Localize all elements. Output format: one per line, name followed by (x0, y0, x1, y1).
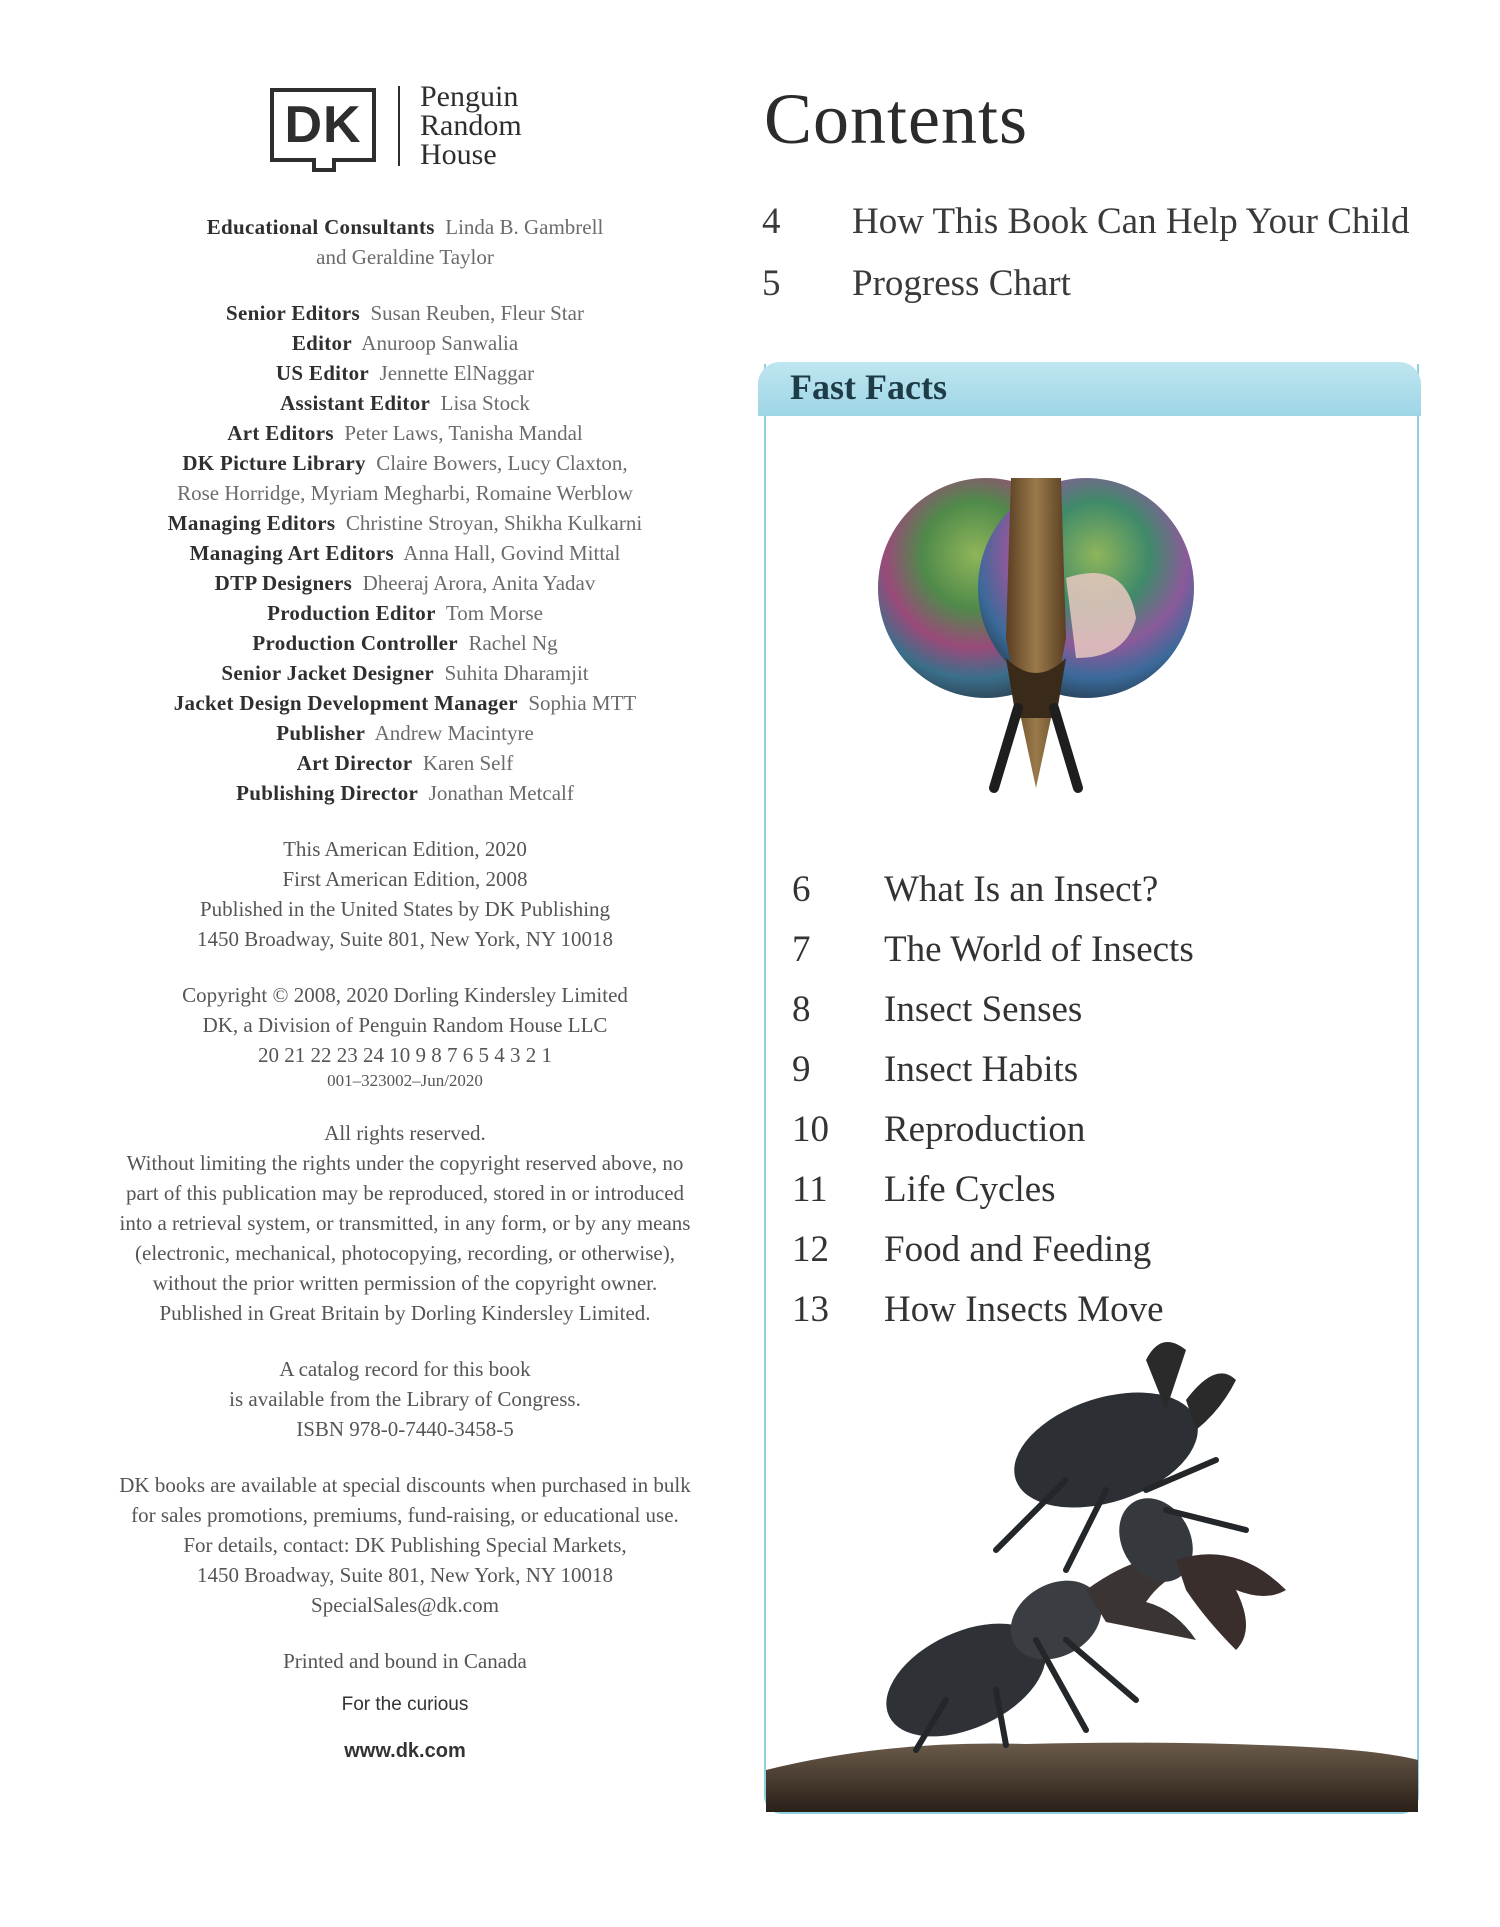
rights-line: (electronic, mechanical, photocopying, recording, or otherwise), (135, 1241, 675, 1265)
special-sales (60, 1470, 750, 1620)
toc-item[interactable] (792, 1168, 1392, 1228)
toc-page-number: 8 (792, 989, 811, 1030)
credit-line: Publishing Director Jonathan Metcalf (236, 781, 574, 805)
rights-line: Published in Great Britain by Dorling Kindersley Limited. (159, 1301, 651, 1325)
rights-line: into a retrieval system, or transmitted, in any form, or by any means (119, 1211, 691, 1235)
upper-beetle-horn-b (1186, 1373, 1236, 1430)
credit-line: Managing Art Editors Anna Hall, Govind Mittal (189, 541, 621, 565)
credit-line: Rose Horridge, Myriam Megharbi, Romaine Werblow (177, 481, 633, 505)
toc-item[interactable] (762, 262, 1462, 324)
isbn: ISBN 978-0-7440-3458-5 (296, 1417, 514, 1441)
contents-top-list (762, 200, 1462, 324)
credit-line: Managing Editors Christine Stroyan, Shikha Kulkarni (167, 511, 643, 535)
catalog-record (60, 1354, 750, 1444)
toc-item[interactable] (792, 928, 1392, 988)
rights-line: without the prior written permission of the copyright owner. (152, 1271, 658, 1295)
antenna-left (994, 708, 1018, 788)
sales-line: DK books are available at special discounts when purchased in bulk (119, 1473, 691, 1497)
toc-title: How Insects Move (884, 1289, 1164, 1330)
edition-line: First American Edition, 2008 (282, 867, 528, 891)
toc-item[interactable] (792, 1048, 1392, 1108)
copyright-line: DK, a Division of Penguin Random House LLC (202, 1013, 608, 1037)
rights-line: All rights reserved. (324, 1121, 486, 1145)
wordmark-line: Random (420, 109, 522, 142)
antenna-right (1054, 708, 1078, 788)
sales-email: SpecialSales@dk.com (311, 1593, 499, 1617)
wordmark-line: Penguin (420, 80, 519, 113)
edition-line: Published in the United States by DK Publishing (199, 897, 611, 921)
toc-page-number: 4 (762, 201, 781, 242)
sales-line: 1450 Broadway, Suite 801, New York, NY 10018 (196, 1563, 614, 1587)
credit-line: Production Editor Tom Morse (267, 601, 543, 625)
credit-line: Production Controller Rachel Ng (252, 631, 558, 655)
toc-title: How This Book Can Help Your Child (852, 201, 1410, 242)
edition-line: This American Edition, 2020 (283, 837, 527, 861)
toc-page-number: 11 (792, 1169, 828, 1210)
credit-line: US Editor Jennette ElNaggar (275, 361, 535, 385)
toc-item[interactable] (762, 200, 1462, 262)
toc-title: The World of Insects (884, 929, 1194, 970)
credit-line: Editor Anuroop Sanwalia (291, 331, 519, 355)
sales-line: for sales promotions, premiums, fund-raising, or educational use. (131, 1503, 679, 1527)
toc-page-number: 6 (792, 869, 811, 910)
copyright-info (60, 980, 750, 1092)
toc-page-number: 10 (792, 1109, 829, 1150)
credit-line: DTP Designers Dheeraj Arora, Anita Yadav (214, 571, 596, 595)
website-link[interactable]: www.dk.com (344, 1740, 466, 1762)
credit-line: DK Picture Library Claire Bowers, Lucy Claxton, (182, 451, 628, 475)
log-ground (766, 1743, 1418, 1812)
penguin-random-house-wordmark (420, 82, 522, 169)
fly-face (1006, 478, 1066, 788)
toc-title: Life Cycles (884, 1169, 1056, 1210)
toc-page-number: 5 (762, 263, 781, 304)
printed-line: Printed and bound in Canada (283, 1649, 527, 1673)
catalog-line: A catalog record for this book (279, 1357, 531, 1381)
toc-page-number: 9 (792, 1049, 811, 1090)
credit-line: Educational Consultants Linda B. Gambrell (206, 215, 604, 239)
toc-item[interactable] (792, 868, 1392, 928)
toc-item[interactable] (792, 988, 1392, 1048)
credit-line: Art Director Karen Self (296, 751, 514, 775)
website-block (60, 1736, 750, 1766)
tagline: For the curious (341, 1694, 469, 1715)
credit-line: and Geraldine Taylor (316, 245, 494, 269)
credits-group-staff (60, 298, 750, 808)
wordmark-line: House (420, 138, 497, 171)
credit-line: Senior Jacket Designer Suhita Dharamjit (221, 661, 589, 685)
sales-line: For details, contact: DK Publishing Special Markets, (183, 1533, 627, 1557)
edition-info (60, 834, 750, 954)
dk-logo-mark: DK (270, 88, 376, 162)
printing-numbers: 20 21 22 23 24 10 9 8 7 6 5 4 3 2 1 (258, 1043, 552, 1067)
logo-divider (398, 86, 400, 166)
printed-in (60, 1646, 750, 1676)
edition-line: 1450 Broadway, Suite 801, New York, NY 10018 (196, 927, 614, 951)
toc-item[interactable] (792, 1108, 1392, 1168)
copyright-line: Copyright © 2008, 2020 Dorling Kindersley Limited (182, 983, 628, 1007)
stag-beetles-illustration (766, 1340, 1418, 1812)
credit-line: Publisher Andrew Macintyre (276, 721, 534, 745)
toc-title: Insect Habits (884, 1049, 1079, 1090)
toc-title: What Is an Insect? (884, 869, 1159, 910)
contents-title: Contents (764, 79, 1029, 159)
print-code: 001–323002–Jun/2020 (327, 1071, 483, 1090)
toc-page-number: 12 (792, 1229, 829, 1270)
toc-title: Food and Feeding (884, 1229, 1152, 1270)
fly-head-illustration (876, 458, 1196, 858)
credit-line: Assistant Editor Lisa Stock (280, 391, 530, 415)
toc-title: Progress Chart (852, 263, 1071, 304)
rights-line: part of this publication may be reproduced, stored in or introduced (125, 1181, 685, 1205)
toc-page-number: 7 (792, 929, 811, 970)
upper-beetle-body (1000, 1371, 1213, 1529)
tagline-block (60, 1690, 750, 1720)
toc-title: Insect Senses (884, 989, 1083, 1030)
credit-line: Senior Editors Susan Reuben, Fleur Star (226, 301, 584, 325)
credits-group-consultants (60, 212, 750, 272)
credit-line: Art Editors Peter Laws, Tanisha Mandal (227, 421, 583, 445)
imprint-column (60, 212, 750, 1766)
toc-item[interactable] (792, 1288, 1392, 1348)
credit-line: Jacket Design Development Manager Sophia MTT (173, 691, 637, 715)
toc-item[interactable] (792, 1228, 1392, 1288)
toc-page-number: 13 (792, 1289, 829, 1330)
fast-facts-title: Fast Facts (790, 367, 947, 407)
rights-line: Without limiting the rights under the copyright reserved above, no (126, 1151, 684, 1175)
rights-notice (60, 1118, 750, 1328)
catalog-line: is available from the Library of Congress. (229, 1387, 581, 1411)
toc-title: Reproduction (884, 1109, 1086, 1150)
fast-facts-list (792, 868, 1392, 1348)
